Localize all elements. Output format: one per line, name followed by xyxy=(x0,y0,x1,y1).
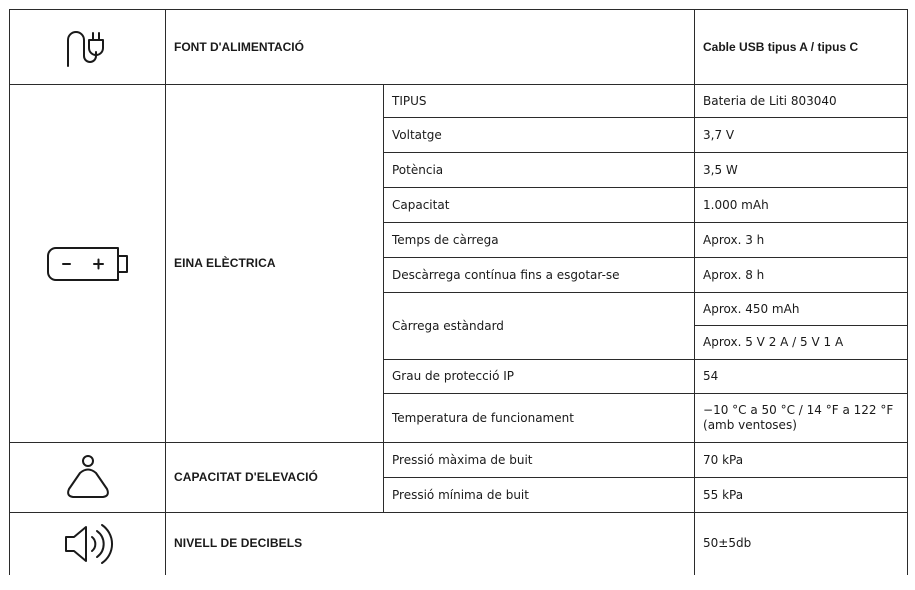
lift-icon-cell xyxy=(10,443,166,513)
power-category: FONT D'ALIMENTACIÓ xyxy=(166,10,695,85)
ip-value: 54 xyxy=(695,360,908,394)
tool-icon-cell xyxy=(10,85,166,443)
speaker-icon xyxy=(58,520,118,568)
tool-category: EINA ELÈCTRICA xyxy=(166,85,384,443)
power-icon-cell xyxy=(10,10,166,85)
power-value: Cable USB tipus A / tipus C xyxy=(695,10,908,85)
spec-value: 55 kPa xyxy=(695,478,908,513)
spec-row xyxy=(10,85,908,118)
spec-value: 70 kPa xyxy=(695,443,908,478)
noise-value: 50±5db xyxy=(695,513,908,575)
spec-label: Capacitat xyxy=(384,188,695,223)
plug-cable-icon xyxy=(56,22,120,72)
spec-table xyxy=(9,9,908,575)
spec-value: 3,5 W xyxy=(695,153,908,188)
spec-value: Bateria de Liti 803040 xyxy=(695,85,908,118)
spec-label: TIPUS xyxy=(384,85,695,118)
spec-value: 1.000 mAh xyxy=(695,188,908,223)
power-row xyxy=(10,10,908,85)
lift-category: CAPACITAT D'ELEVACIÓ xyxy=(166,443,384,513)
spec-value: 3,7 V xyxy=(695,118,908,153)
spec-value: Aprox. 450 mAh xyxy=(695,293,908,326)
standard-charge-label: Càrrega estàndard xyxy=(384,293,695,360)
spec-row xyxy=(10,443,908,478)
temperature-value: −10 °C a 50 °C / 14 °F a 122 °F (amb ventoses) xyxy=(695,394,908,443)
noise-icon-cell xyxy=(10,513,166,575)
spec-label: Pressió màxima de buit xyxy=(384,443,695,478)
noise-category: NIVELL DE DECIBELS xyxy=(166,513,695,575)
spec-label: Descàrrega contínua fins a esgotar-se xyxy=(384,258,695,293)
spec-label: Voltatge xyxy=(384,118,695,153)
temperature-label: Temperatura de funcionament xyxy=(384,394,695,443)
spec-label: Pressió mínima de buit xyxy=(384,478,695,513)
spec-value: Aprox. 5 V 2 A / 5 V 1 A xyxy=(695,326,908,360)
spec-value: Aprox. 8 h xyxy=(695,258,908,293)
spec-label: Temps de càrrega xyxy=(384,223,695,258)
spec-label: Potència xyxy=(384,153,695,188)
spec-value: Aprox. 3 h xyxy=(695,223,908,258)
weight-icon xyxy=(60,451,116,505)
ip-label: Grau de protecció IP xyxy=(384,360,695,394)
noise-row xyxy=(10,513,908,575)
battery-icon xyxy=(42,242,134,286)
